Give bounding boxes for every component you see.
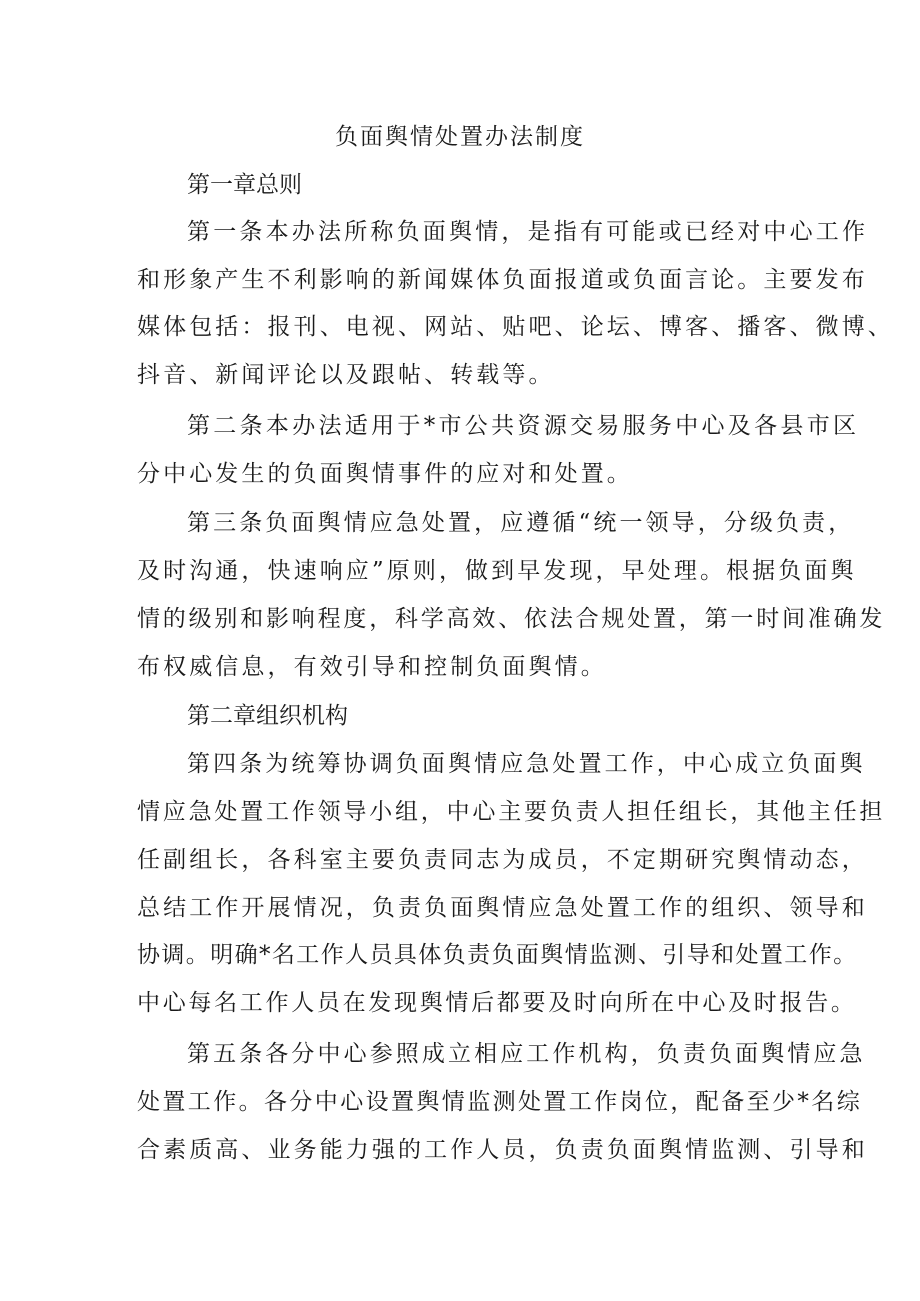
paragraph-line: 第五条各分中心参照成立相应工作机构，负责负面舆情应急 — [187, 1041, 866, 1067]
paragraph-line: 布权威信息，有效引导和控制负面舆情。 — [137, 654, 607, 680]
paragraph-line: 第一条本办法所称负面舆情，是指有可能或已经对中心工作 — [187, 219, 869, 245]
paragraph-line: 和形象产生不利影响的新闻媒体负面报道或负面言论。主要发布 — [137, 267, 868, 293]
paragraph-line: 情应急处置工作领导小组，中心主要负责人担任组长，其他主任担 — [137, 799, 886, 825]
chapter-heading: 第一章总则 — [187, 172, 302, 198]
paragraph-line: 媒体包括：报刊、电视、网站、贴吧、论坛、博客、播客、微博、 — [137, 314, 894, 340]
paragraph-line: 合素质高、业务能力强的工作人员，负责负面舆情监测、引导和 — [137, 1137, 868, 1163]
paragraph-line: 情的级别和影响程度，科学高效、依法合规处置，第一时间准确发 — [137, 606, 886, 632]
paragraph-line: 任副组长，各科室主要负责同志为成员，不定期研究舆情动态， — [137, 847, 868, 873]
paragraph-line: 中心每名工作人员在发现舆情后都要及时向所在中心及时报告。 — [137, 990, 857, 1016]
paragraph-line: 处置工作。各分中心设置舆情监测处置工作岗位，配备至少*名综 — [137, 1089, 863, 1115]
paragraph-line: 总结工作开展情况，负责负面舆情应急处置工作的组织、领导和 — [137, 895, 868, 921]
paragraph-line: 抖音、新闻评论以及跟帖、转载等。 — [137, 362, 555, 388]
paragraph-line: 协调。明确*名工作人员具体负责负面舆情监测、引导和处置工作。 — [137, 942, 858, 968]
paragraph-line: 第四条为统筹协调负面舆情应急处置工作，中心成立负面舆 — [187, 751, 866, 777]
paragraph-line: 第二条本办法适用于*市公共资源交易服务中心及各县市区 — [187, 413, 860, 439]
paragraph-line: 分中心发生的负面舆情事件的应对和处置。 — [137, 461, 633, 487]
paragraph-line: 及时沟通，快速响应”原则，做到早发现，早处理。根据负面舆 — [137, 558, 857, 584]
chapter-heading: 第二章组织机构 — [187, 703, 348, 729]
paragraph-line: 第三条负面舆情应急处置，应遵循“统一领导，分级负责， — [187, 510, 855, 536]
document-title: 负面舆情处置办法制度 — [335, 124, 585, 150]
